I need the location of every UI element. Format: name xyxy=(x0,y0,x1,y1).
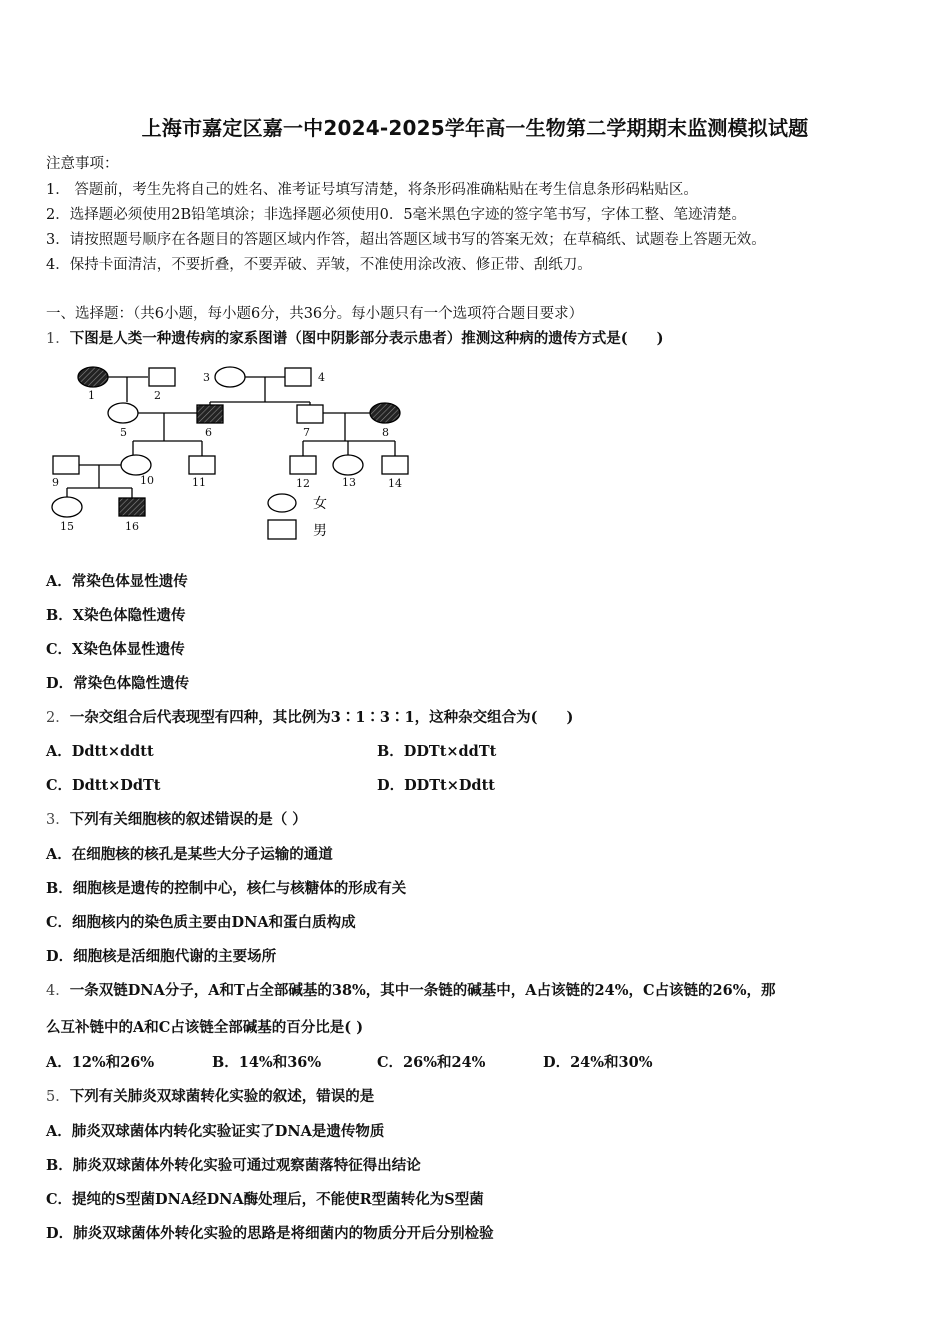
option-a: A．常染色体显性遗传 xyxy=(46,573,188,590)
pedigree-label: 1 xyxy=(88,389,95,402)
pedigree-label: 11 xyxy=(192,476,206,489)
page-title: 上海市嘉定区嘉一中2024-2025学年高一生物第二学期期末监测模拟试题 xyxy=(141,116,809,140)
option-a: A．12%和26% xyxy=(46,1054,155,1071)
question-text: 下列有关细胞核的叙述错误的是（ ） xyxy=(69,811,307,828)
individual-1 xyxy=(78,367,108,387)
individual-10 xyxy=(121,455,151,475)
individual-12 xyxy=(290,456,316,474)
option-d: D．常染色体隐性遗传 xyxy=(46,675,190,692)
pedigree-label: 9 xyxy=(52,476,59,489)
option-d: D．细胞核是活细胞代谢的主要场所 xyxy=(46,948,277,965)
question-number: 4． xyxy=(46,983,70,999)
option-b: B．X染色体隐性遗传 xyxy=(46,607,186,624)
option-b: B．细胞核是遗传的控制中心，核仁与核糖体的形成有关 xyxy=(46,880,407,897)
option-c: C．X染色体显性遗传 xyxy=(46,641,185,658)
individual-13 xyxy=(333,455,363,475)
legend-female-label: 女 xyxy=(313,496,327,512)
notice-item: 1． 答题前，考生先将自己的姓名、准考证号填写清楚，将条形码准确粘贴在考生信息条形码粘贴区。 xyxy=(46,182,698,198)
individual-9 xyxy=(53,456,79,474)
individual-11 xyxy=(189,456,215,474)
option-d: D．24%和30% xyxy=(543,1054,653,1071)
notice-item: 3．请按照题号顺序在各题目的答题区域内作答，超出答题区域书写的答案无效；在草稿纸、试题卷上答题无效。 xyxy=(46,232,766,248)
option-b: B．DDTt×ddTt xyxy=(377,743,497,760)
option-c: C．细胞核内的染色质主要由DNA和蛋白质构成 xyxy=(46,914,356,931)
notice-heading: 注意事项： xyxy=(46,156,119,172)
option-c: C．Ddtt×DdTt xyxy=(46,777,161,794)
pedigree-label: 15 xyxy=(60,520,74,533)
question-number: 5． xyxy=(46,1089,70,1105)
option-c: C．提纯的S型菌DNA经DNA酶处理后，不能使R型菌转化为S型菌 xyxy=(46,1191,484,1208)
option-d: D．DDTt×Ddtt xyxy=(377,777,495,794)
question-4-continued: 么互补链中的A和C占该链全部碱基的百分比是( ) xyxy=(46,1019,364,1036)
question-2 xyxy=(46,706,573,727)
pedigree-label: 13 xyxy=(342,476,356,489)
pedigree-label: 12 xyxy=(296,477,310,490)
individual-8 xyxy=(370,403,400,423)
option-a: A．Ddtt×ddtt xyxy=(46,743,154,760)
section-heading: 一、选择题：（共6小题，每小题6分，共36分。每小题只有一个选项符合题目要求） xyxy=(46,306,584,322)
question-4 xyxy=(46,979,776,1000)
pedigree-label: 10 xyxy=(140,474,154,487)
pedigree-label: 4 xyxy=(318,371,325,384)
pedigree-label: 14 xyxy=(388,477,402,490)
option-a: A．肺炎双球菌体内转化实验证实了DNA是遗传物质 xyxy=(46,1123,385,1140)
individual-14 xyxy=(382,456,408,474)
notice-item: 2．选择题必须使用2B铅笔填涂；非选择题必须使用0．5毫米黑色字迹的签字笔书写，字体工整、笔迹清楚。 xyxy=(46,207,747,223)
individual-15 xyxy=(52,497,82,517)
legend-male-symbol xyxy=(268,520,296,539)
legend-female-symbol xyxy=(268,494,296,512)
option-b: B．14%和36% xyxy=(212,1054,322,1071)
individual-16 xyxy=(119,498,145,516)
pedigree-label: 7 xyxy=(303,426,310,439)
pedigree-label: 2 xyxy=(154,389,161,402)
option-d: D．肺炎双球菌体外转化实验的思路是将细菌内的物质分开后分别检验 xyxy=(46,1225,494,1242)
option-a: A．在细胞核的核孔是某些大分子运输的通道 xyxy=(46,846,333,863)
question-text: 一杂交组合后代表现型有四种，其比例为3∶1∶3∶1，这种杂交组合为( ) xyxy=(69,709,574,726)
question-text: 下图是人类一种遗传病的家系图谱（图中阴影部分表示患者）推测这种病的遗传方式是( ) xyxy=(69,330,664,347)
pedigree-label: 6 xyxy=(205,426,212,439)
question-1 xyxy=(46,327,663,348)
pedigree-label: 5 xyxy=(120,426,127,439)
option-c: C．26%和24% xyxy=(377,1054,486,1071)
notice-item: 4．保持卡面清洁，不要折叠，不要弄破、弄皱，不准使用涂改液、修正带、刮纸刀。 xyxy=(46,257,592,273)
pedigree-label: 8 xyxy=(382,426,389,439)
pedigree-chart xyxy=(40,360,440,545)
individual-2 xyxy=(149,368,175,386)
option-b: B．肺炎双球菌体外转化实验可通过观察菌落特征得出结论 xyxy=(46,1157,421,1174)
individual-5 xyxy=(108,403,138,423)
question-3 xyxy=(46,808,307,829)
question-number: 3． xyxy=(46,812,70,828)
question-number: 2． xyxy=(46,710,70,726)
individual-7 xyxy=(297,405,323,423)
individual-3 xyxy=(215,367,245,387)
individual-4 xyxy=(285,368,311,386)
question-text: 一条双链DNA分子，A和T占全部碱基的38%，其中一条链的碱基中，A占该链的24%，C占该链的26%，那 xyxy=(69,982,776,999)
question-text: 下列有关肺炎双球菌转化实验的叙述，错误的是 xyxy=(69,1088,375,1105)
pedigree-label: 16 xyxy=(125,520,139,533)
question-number: 1． xyxy=(46,331,70,347)
pedigree-label: 3 xyxy=(203,371,210,384)
individual-6 xyxy=(197,405,223,423)
legend-male-label: 男 xyxy=(313,523,327,539)
question-5 xyxy=(46,1085,374,1106)
